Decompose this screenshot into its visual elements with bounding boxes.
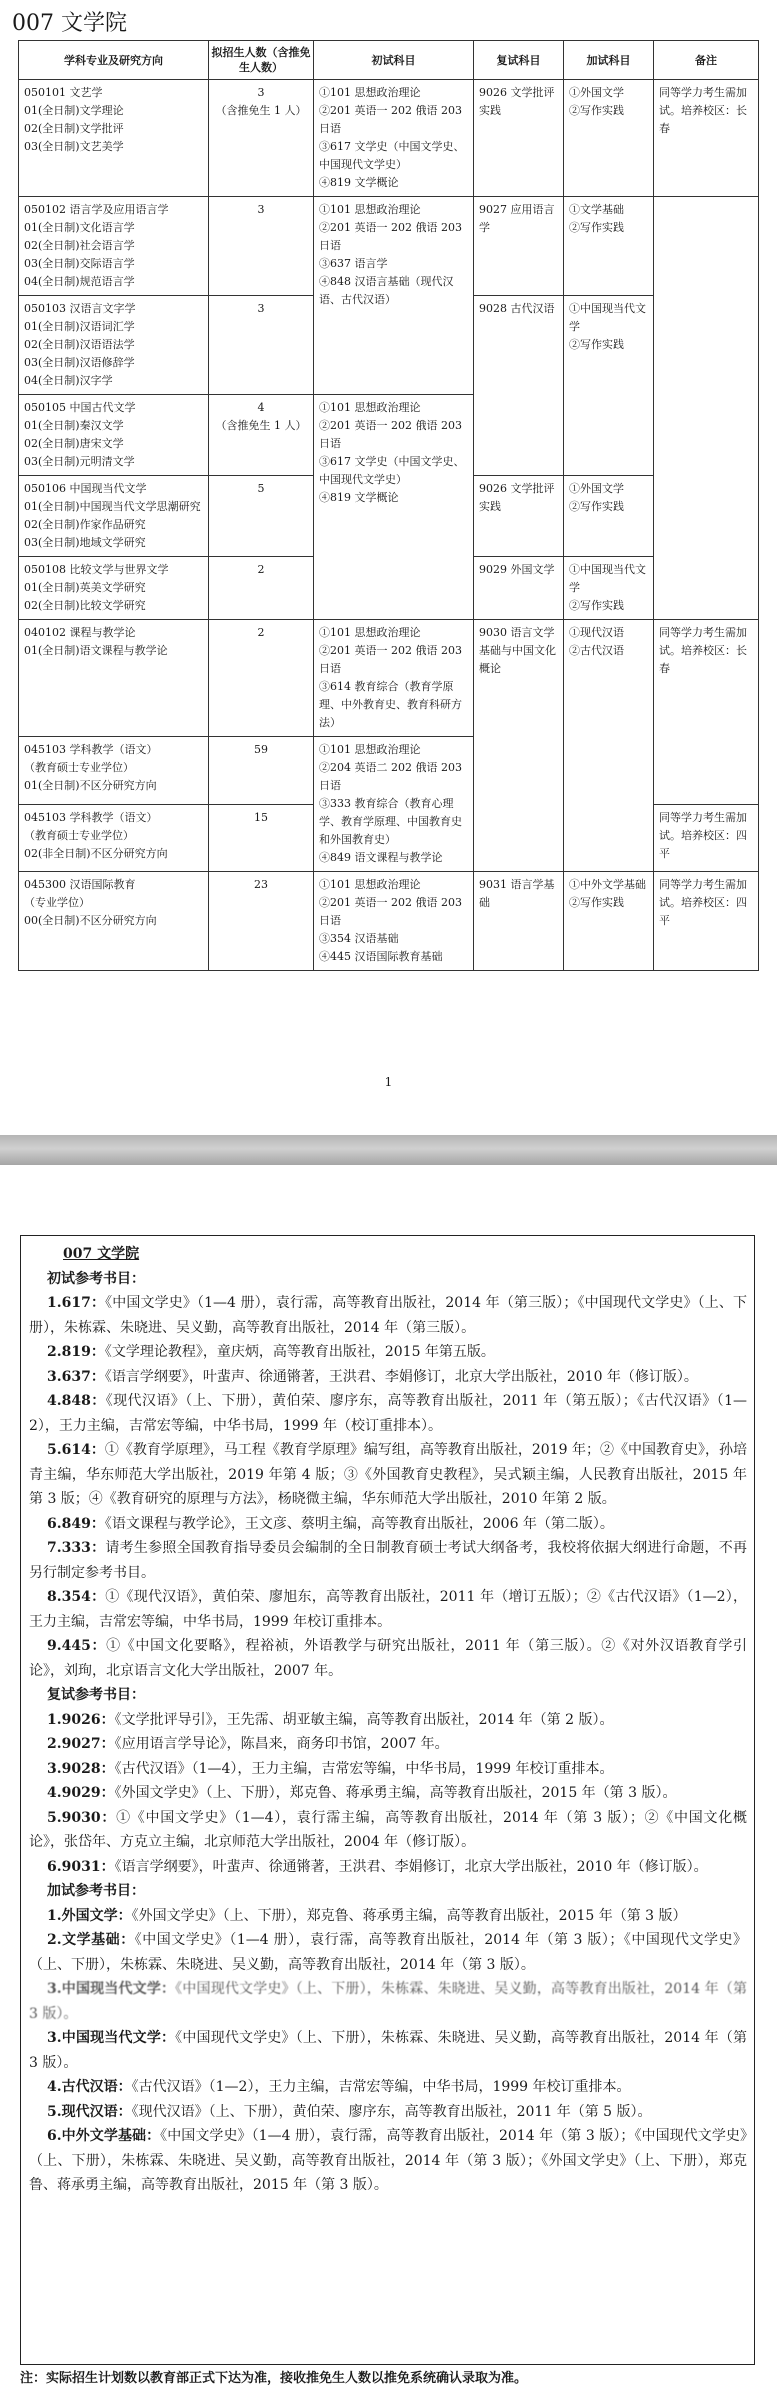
- reference-item: [29, 1291, 747, 1340]
- reference-item: [29, 1340, 747, 1365]
- note-cell: [654, 804, 759, 872]
- plan-value: 2: [257, 563, 265, 576]
- note-text: 同等学力考生需加试。培养校区：四平: [659, 878, 747, 927]
- major-cell: [19, 197, 209, 296]
- plan-value: （含推免生 1 人）: [215, 419, 307, 432]
- extra-cell: [564, 620, 654, 872]
- retest-cell: [474, 296, 564, 476]
- extra-subject: ①中国现当代文学: [569, 302, 646, 333]
- reference-code: 9.445：: [47, 1638, 107, 1654]
- reference-code: 6.9031：: [47, 1858, 115, 1875]
- exam-subject: ②201 英语一 202 俄语 203 日语: [319, 896, 462, 927]
- table-row: [19, 872, 759, 971]
- retest-subject: 9027 应用语言学: [479, 203, 555, 234]
- retest-subject: 9026 文学批评实践: [479, 482, 555, 513]
- exam-subject: ②201 英语一 202 俄语 203 日语: [319, 221, 462, 252]
- direction-line: 045300 汉语国际教育: [24, 878, 136, 891]
- reference-code: 5.9030：: [47, 1809, 117, 1826]
- reference-item: [29, 1806, 747, 1855]
- note-cell: [654, 197, 759, 620]
- direction-line: （教育硕士专业学位）: [24, 761, 134, 774]
- page-number: 1: [384, 1075, 393, 1089]
- reference-item: [29, 1708, 747, 1733]
- exam-subject: ④819 文学概论: [319, 176, 399, 189]
- reference-code: 2.9027：: [47, 1736, 115, 1752]
- section-heading: 加试参考书目：: [47, 1883, 145, 1899]
- plan-value: 2: [257, 626, 265, 639]
- exam-cell: [314, 395, 474, 620]
- reference-text: 《现代汉语》（上、下册），黄伯荣、廖序东，高等教育出版社，2011 年（第 5 版）。: [131, 2103, 652, 2120]
- plan-value: 59: [254, 743, 268, 756]
- direction-line: 01(全日制)秦汉文学: [24, 419, 124, 432]
- reference-item: [29, 1928, 747, 1977]
- direction-line: （专业学位）: [24, 896, 90, 909]
- exam-subject: ①101 思想政治理论: [319, 743, 421, 756]
- reference-item: [29, 1855, 747, 1880]
- plan-cell: [209, 476, 314, 557]
- extra-cell: [564, 197, 654, 296]
- reference-item: [29, 1634, 747, 1683]
- retest-cell: [474, 476, 564, 557]
- plan-value: 3: [257, 302, 265, 315]
- reference-item: [29, 1585, 747, 1634]
- reference-code: 2.819：: [47, 1344, 105, 1360]
- extra-cell: [564, 872, 654, 971]
- direction-line: 01(全日制)汉语词汇学: [24, 320, 135, 333]
- major-cell: [19, 620, 209, 737]
- table-row: [19, 197, 759, 296]
- major-cell: [19, 737, 209, 805]
- reference-text: 《语文课程与教学论》，王文彦、蔡明主编，高等教育出版社，2006 年（第二版）。: [104, 1515, 614, 1532]
- extra-subject: ①文学基础: [569, 203, 624, 216]
- plan-value: 5: [257, 482, 265, 495]
- retest-subject: 9026 文学批评实践: [479, 86, 555, 117]
- reference-code: 3.中国现当代文学：: [47, 1981, 176, 1997]
- table-row: [19, 620, 759, 737]
- reference-text: 《外国文学史》（上、下册），郑克鲁、蒋承勇主编，高等教育出版社，2015 年（第 3 版）: [131, 1907, 687, 1924]
- reference-text: 《中国文学史》（1—4 册），袁行霈，高等教育出版社，2014 年（第三版）；《中国现代文学史》（上、下册），朱栋霖、朱晓进、吴义勤，高等教育出版社，2014 年（第三版）。: [29, 1295, 747, 1336]
- plan-value: 3: [257, 86, 265, 99]
- plan-cell: [209, 80, 314, 197]
- plan-value: 15: [254, 810, 268, 824]
- extra-subject: ②写作实践: [569, 338, 624, 351]
- footnote: 注：实际招生计划数以教育部正式下达为准，接收推免生人数以推免系统确认录取为准。: [20, 2371, 528, 2386]
- page-two: [0, 1165, 777, 2386]
- reference-text: 《外国文学史》（上、下册），郑克鲁、蒋承勇主编，高等教育出版社，2015 年（第 3 版）。: [114, 1785, 677, 1801]
- retest-cell: [474, 197, 564, 296]
- retest-subject: 9028 古代汉语: [479, 302, 555, 315]
- extra-subject: ①中外文学基础: [569, 878, 646, 891]
- plan-cell: [209, 395, 314, 476]
- reference-item: [29, 1512, 747, 1537]
- exam-cell: [314, 80, 474, 197]
- reference-text: ①《现代汉语》，黄伯荣、廖旭东，高等教育出版社，2011 年（增订五版）；②《古代汉语》（1—2），王力主编，吉常宏等编，中华书局，1999 年校订重排本。: [29, 1589, 747, 1630]
- plan-value: 4: [257, 401, 265, 414]
- direction-line: 045103 学科教学（语文）: [24, 743, 158, 756]
- retest-cell: [474, 620, 564, 872]
- reference-code: 3.637：: [47, 1368, 105, 1385]
- direction-line: 01(全日制)语文课程与教学论: [24, 644, 168, 657]
- exam-subject: ④849 语文课程与教学论: [319, 851, 443, 864]
- direction-line: 02(全日制)比较文学研究: [24, 599, 146, 612]
- reference-text: 《文学理论教程》，童庆炳，高等教育出版社，2015 年第五版。: [104, 1344, 495, 1360]
- retest-subject: 9031 语言学基础: [479, 878, 555, 909]
- plan-cell: [209, 737, 314, 805]
- reference-item: [29, 2026, 747, 2075]
- major-cell: [19, 557, 209, 620]
- reference-item: [29, 1904, 747, 1929]
- exam-subject: ②201 英语一 202 俄语 203 日语: [319, 104, 462, 135]
- direction-line: 050106 中国现当代文学: [24, 482, 147, 495]
- reference-text: 《文学批评导引》，王先霈、胡亚敏主编，高等教育出版社，2014 年（第 2 版）。: [114, 1711, 614, 1728]
- plan-cell: [209, 620, 314, 737]
- enrollment-table: [18, 40, 759, 971]
- extra-cell: [564, 296, 654, 476]
- reference-text: ①《中国文化要略》，程裕祯，外语教学与研究出版社，2011 年（第三版）。②《对外汉语教育学引论》，刘珣，北京语言文化大学出版社，2007 年。: [29, 1638, 748, 1679]
- exam-subject: ①101 思想政治理论: [319, 86, 421, 99]
- reference-item: [29, 2100, 747, 2125]
- extra-cell: [564, 80, 654, 197]
- exam-subject: ④848 汉语言基础（现代汉语、古代汉语）: [319, 275, 454, 306]
- reference-item: [29, 1365, 747, 1390]
- reference-item: [29, 1438, 747, 1512]
- page-divider: [0, 1135, 777, 1165]
- direction-line: 03(全日制)交际语言学: [24, 257, 135, 270]
- header-note: 备注: [654, 41, 759, 80]
- direction-line: 01(全日制)文学理论: [24, 104, 124, 117]
- reference-code: 4.古代汉语：: [47, 2079, 132, 2095]
- page-one: [0, 0, 777, 1135]
- plan-value: 23: [254, 878, 268, 891]
- note-text: 同等学力考生需加试。培养校区：四平: [659, 810, 747, 860]
- major-cell: [19, 296, 209, 395]
- header-major: 学科专业及研究方向: [19, 41, 209, 80]
- reference-item: [29, 1977, 747, 2026]
- direction-line: 050103 汉语言文字学: [24, 302, 136, 315]
- reference-code: 6.849：: [47, 1515, 105, 1532]
- retest-subject: 9029 外国文学: [479, 563, 555, 576]
- table-row: [19, 80, 759, 197]
- reference-title: 007 文学院: [63, 1246, 140, 1262]
- reference-code: 4.848：: [47, 1393, 106, 1409]
- extra-cell: [564, 557, 654, 620]
- reference-text: 《古代汉语》（1—4），王力主编，吉常宏等编，中华书局，1999 年校订重排本。: [114, 1760, 614, 1777]
- reference-item: [29, 1781, 747, 1806]
- exam-subject: ②201 英语一 202 俄语 203 日语: [319, 419, 462, 450]
- direction-line: 03(全日制)地域文学研究: [24, 536, 146, 549]
- direction-line: 02(全日制)文学批评: [24, 122, 124, 135]
- direction-line: 01(全日制)文化语言学: [24, 221, 135, 234]
- plan-cell: [209, 197, 314, 296]
- retest-cell: [474, 557, 564, 620]
- exam-subject: ②204 英语二 202 俄语 203 日语: [319, 761, 462, 792]
- direction-line: 02(全日制)汉语语法学: [24, 338, 135, 351]
- reference-item: [29, 1732, 747, 1757]
- note-cell: [654, 872, 759, 971]
- direction-line: 050108 比较文学与世界文学: [24, 563, 169, 576]
- major-cell: [19, 476, 209, 557]
- reference-text: ①《中国文学史》（1—4），袁行霈主编，高等教育出版社，2014 年（第 3 版）；②《中国文化概论》，张岱年、方克立主编，北京师范大学出版社，2004 年（修订版）。: [29, 1809, 747, 1850]
- exam-subject: ①101 思想政治理论: [319, 401, 421, 414]
- reference-code: 6.中外文学基础：: [47, 2128, 161, 2144]
- reference-code: 1.外国文学：: [47, 1907, 132, 1924]
- extra-subject: ①外国文学: [569, 482, 624, 495]
- direction-line: 050101 文艺学: [24, 86, 103, 99]
- note-text: 同等学力考生需加试。培养校区：长春: [659, 86, 747, 135]
- exam-subject: ③614 教育综合（教育学原理、中外教育史、教育科研方法）: [319, 680, 462, 729]
- reference-text: 《中国现代文学史》（上、下册），朱栋霖、朱晓进、吴义勤，高等教育出版社，2014 年（第 3 版）。: [29, 2030, 747, 2071]
- plan-value: 3: [257, 203, 265, 216]
- extra-subject: ②写作实践: [569, 221, 624, 234]
- plan-cell: [209, 296, 314, 395]
- plan-cell: [209, 872, 314, 971]
- exam-cell: [314, 197, 474, 395]
- direction-line: 045103 学科教学（语文）: [24, 810, 158, 824]
- reference-item: [29, 2124, 747, 2198]
- extra-subject: ②写作实践: [569, 500, 624, 513]
- reference-code: 5.614：: [47, 1442, 105, 1458]
- exam-cell: [314, 620, 474, 737]
- reference-text: 《中国文学史》（1—4 册），袁行霈，高等教育出版社，2014 年（第 3 版）；《中国现代文学史》（上、下册），朱栋霖、朱晓进、吴义勤，高等教育出版社，2014 年（第 3 版）。: [29, 1932, 747, 1973]
- reference-code: 1.9026：: [47, 1711, 115, 1728]
- exam-subject: ③637 语言学: [319, 257, 388, 270]
- note-cell: [654, 80, 759, 197]
- reference-code: 7.333：: [47, 1540, 106, 1556]
- major-cell: [19, 80, 209, 197]
- reference-code: 2.文学基础：: [47, 1932, 135, 1948]
- reference-text: ①《教育学原理》，马工程《教育学原理》编写组，高等教育出版社，2019 年；②《中国教育史》，孙培青主编，华东师范大学出版社，2019 年第 4 版；③《外国教育史教程》，吴式颖主编，人民教育出版社，2015 年第 3 版；④《教育研究的原理与方法》，杨晓微主编，华东师范大学出版社，2010 年第 2 版。: [29, 1442, 747, 1507]
- reference-code: 4.9029：: [47, 1785, 115, 1801]
- section-heading: 复试参考书目：: [47, 1687, 145, 1703]
- reference-text: 《中国文学史》（1—4 册），袁行霈，高等教育出版社，2014 年（第 3 版）；《中国现代文学史》（上、下册），朱栋霖、朱晓进、吴义勤，高等教育出版社，2014 年（第 3 版）；《外国文学史》（上、下册），郑克鲁、蒋承勇主编，高等教育出版社，2015 年（第 3 版）。: [29, 2128, 747, 2193]
- exam-subject: ②201 英语一 202 俄语 203 日语: [319, 644, 462, 675]
- header-retest: 复试科目: [474, 41, 564, 80]
- extra-cell: [564, 476, 654, 557]
- reference-code: 3.9028：: [47, 1760, 115, 1777]
- reference-list: [29, 1242, 747, 2198]
- direction-line: 050105 中国古代文学: [24, 401, 136, 414]
- section-heading: 初试参考书目：: [47, 1270, 145, 1287]
- reference-code: 3.中国现当代文学：: [47, 2030, 176, 2046]
- direction-line: 01(全日制)中国现当代文学思潮研究: [24, 500, 201, 513]
- reference-item: [29, 1389, 747, 1438]
- direction-line: 02(全日制)社会语言学: [24, 239, 135, 252]
- retest-cell: [474, 80, 564, 197]
- reference-text: 《中国现代文学史》（上、下册），朱栋霖、朱晓进、吴义勤，高等教育出版社，2014 年（第 3 版）。: [29, 1981, 747, 2022]
- reference-item: [29, 1536, 747, 1585]
- reference-code: 8.354：: [47, 1589, 106, 1605]
- extra-subject: ②写作实践: [569, 599, 624, 612]
- reference-item: [29, 1757, 747, 1782]
- plan-cell: [209, 557, 314, 620]
- reference-code: 1.617：: [47, 1295, 106, 1311]
- extra-subject: ②写作实践: [569, 896, 624, 909]
- exam-subject: ③617 文学史（中国文学史、中国现代文学史）: [319, 140, 465, 171]
- major-cell: [19, 395, 209, 476]
- reference-text: 《应用语言学导论》，陈昌来，商务印书馆，2007 年。: [114, 1736, 449, 1752]
- page-title: 007 文学院: [12, 11, 127, 36]
- direction-line: 03(全日制)元明清文学: [24, 455, 135, 468]
- reference-box: [20, 1235, 755, 2365]
- reference-code: 5.现代汉语：: [47, 2103, 132, 2120]
- reference-item: [29, 2075, 747, 2100]
- direction-line: 01(全日制)不区分研究方向: [24, 779, 157, 792]
- retest-cell: [474, 872, 564, 971]
- header-exam: 初试科目: [314, 41, 474, 80]
- reference-text: 《现代汉语》（上、下册），黄伯荣、廖序东，高等教育出版社，2011 年（第五版）；《古代汉语》（1—2），王力主编，吉常宏等编，中华书局，1999 年（校订重排本）。: [29, 1393, 748, 1434]
- reference-text: 《语言学纲要》，叶蜚声、徐通锵著，王洪君、李娟修订，北京大学出版社，2010 年（修订版）。: [104, 1368, 698, 1385]
- reference-text: 请考生参照全国教育指导委员会编制的全日制教育硕士考试大纲备考，我校将依据大纲进行命题，不再另行制定参考书目。: [29, 1540, 747, 1581]
- direction-line: 02(非全日制)不区分研究方向: [24, 846, 168, 860]
- extra-subject: ①外国文学: [569, 86, 624, 99]
- direction-line: 03(全日制)文艺美学: [24, 140, 124, 153]
- exam-subject: ③354 汉语基础: [319, 932, 399, 945]
- direction-line: （教育硕士专业学位）: [24, 828, 134, 842]
- direction-line: 050102 语言学及应用语言学: [24, 203, 169, 216]
- direction-line: 02(全日制)唐宋文学: [24, 437, 124, 450]
- extra-subject: ②写作实践: [569, 104, 624, 117]
- exam-cell: [314, 737, 474, 872]
- extra-subject: ①现代汉语: [569, 626, 624, 639]
- direction-line: 02(全日制)作家作品研究: [24, 518, 146, 531]
- exam-cell: [314, 872, 474, 971]
- direction-line: 00(全日制)不区分研究方向: [24, 914, 157, 927]
- note-text: 同等学力考生需加试。培养校区：长春: [659, 626, 747, 675]
- reference-text: 《语言学纲要》，叶蜚声、徐通锵著，王洪君、李娟修订，北京大学出版社，2010 年（修订版）。: [114, 1858, 708, 1875]
- plan-value: （含推免生 1 人）: [215, 104, 307, 117]
- header-plan: 拟招生人数（含推免生人数）: [209, 41, 314, 80]
- major-cell: [19, 804, 209, 872]
- extra-subject: ②古代汉语: [569, 644, 624, 657]
- exam-subject: ③333 教育综合（教育心理学、教育学原理、中国教育史和外国教育史）: [319, 797, 462, 846]
- extra-subject: ①中国现当代文学: [569, 563, 646, 594]
- note-cell: [654, 620, 759, 805]
- header-extra: 加试科目: [564, 41, 654, 80]
- exam-subject: ③617 文学史（中国文学史、中国现代文学史）: [319, 455, 465, 486]
- major-cell: [19, 872, 209, 971]
- exam-subject: ④819 文学概论: [319, 491, 399, 504]
- table-header-row: [19, 41, 759, 80]
- direction-line: 03(全日制)汉语修辞学: [24, 356, 135, 369]
- direction-line: 04(全日制)规范语言学: [24, 275, 135, 288]
- exam-subject: ①101 思想政治理论: [319, 878, 421, 891]
- retest-subject: 9030 语言文学基础与中国文化概论: [479, 626, 556, 675]
- exam-subject: ④445 汉语国际教育基础: [319, 950, 443, 963]
- plan-cell: [209, 804, 314, 872]
- direction-line: 01(全日制)英美文学研究: [24, 581, 146, 594]
- exam-subject: ①101 思想政治理论: [319, 203, 421, 216]
- direction-line: 04(全日制)汉字学: [24, 374, 113, 387]
- direction-line: 040102 课程与教学论: [24, 626, 136, 639]
- exam-subject: ①101 思想政治理论: [319, 626, 421, 639]
- reference-text: 《古代汉语》（1—2），王力主编，吉常宏等编，中华书局，1999 年校订重排本。: [131, 2079, 631, 2095]
